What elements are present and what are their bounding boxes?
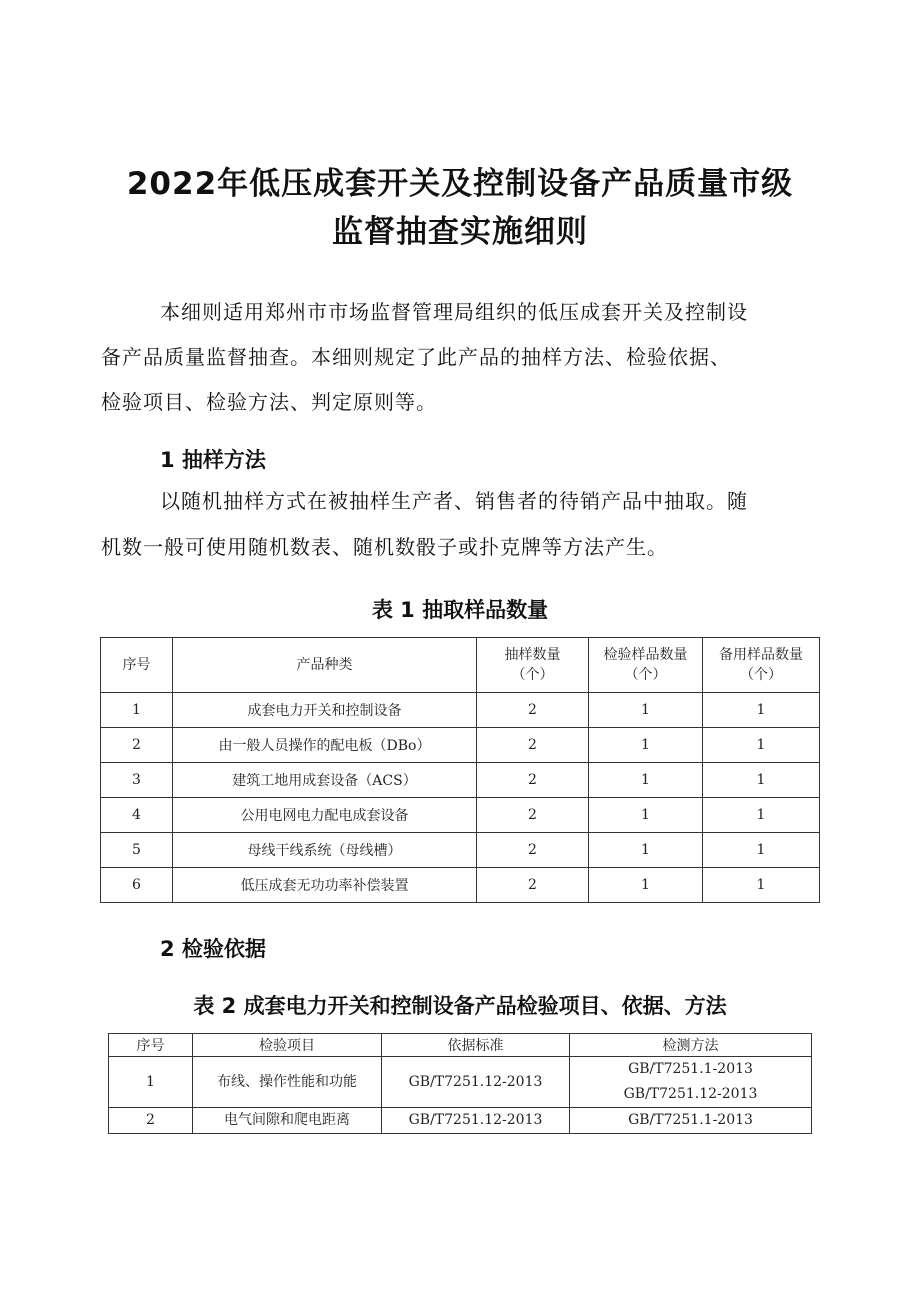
cell-type: 建筑工地用成套设备（ACS） (173, 763, 477, 798)
cell-sample: 2 (477, 833, 589, 868)
intro-paragraph-line2: 备产品质量监督抽查。本细则规定了此产品的抽样方法、检验依据、 (101, 345, 731, 369)
cell-spare: 1 (703, 798, 820, 833)
sampling-paragraph-line1: 以随机抽样方式在被抽样生产者、销售者的待销产品中抽取。随 (160, 489, 748, 513)
cell-test: 1 (589, 728, 703, 763)
cell-test: 1 (589, 798, 703, 833)
table1-caption: 表 1 抽取样品数量 (371, 598, 549, 622)
cell-type: 由一般人员操作的配电板（DBo） (173, 728, 477, 763)
header-product-type: 产品种类 (173, 638, 477, 693)
cell-no: 6 (101, 868, 173, 903)
inspection-items-table (108, 1033, 812, 1134)
intro-paragraph-line1: 本细则适用郑州市市场监督管理局组织的低压成套开关及控制设 (160, 300, 748, 324)
cell-spare: 1 (703, 693, 820, 728)
header-test-qty-l1: 检验样品数量 (603, 647, 688, 663)
header-item: 检验项目 (193, 1034, 382, 1057)
cell-type: 母线干线系统（母线槽） (173, 833, 477, 868)
header-sample-qty-l1: 抽样数量 (504, 647, 561, 663)
cell-sample: 2 (477, 693, 589, 728)
table-row (109, 1108, 812, 1134)
header-test-qty (589, 638, 703, 693)
header-basis: 依据标准 (382, 1034, 570, 1057)
header-no: 序号 (101, 638, 173, 693)
table2-caption: 表 2 成套电力开关和控制设备产品检验项目、依据、方法 (193, 994, 727, 1018)
cell-no: 4 (101, 798, 173, 833)
document-title-line1: 2022年低压成套开关及控制设备产品质量市级 (126, 166, 794, 202)
cell-test: 1 (589, 833, 703, 868)
cell-no: 2 (109, 1108, 193, 1134)
header-spare-qty (703, 638, 820, 693)
sample-quantity-table (100, 637, 820, 903)
cell-method-l2: GB/T7251.12-2013 (623, 1086, 758, 1102)
cell-type: 成套电力开关和控制设备 (173, 693, 477, 728)
table-row (101, 798, 820, 833)
cell-sample: 2 (477, 763, 589, 798)
cell-no: 1 (101, 693, 173, 728)
cell-spare: 1 (703, 868, 820, 903)
cell-spare: 1 (703, 763, 820, 798)
table-header-row (109, 1034, 812, 1057)
cell-spare: 1 (703, 728, 820, 763)
cell-type: 公用电网电力配电成套设备 (173, 798, 477, 833)
cell-sample: 2 (477, 798, 589, 833)
header-spare-qty-l2: （个） (740, 667, 782, 683)
cell-type: 低压成套无功功率补偿装置 (173, 868, 477, 903)
cell-basis: GB/T7251.12-2013 (382, 1057, 570, 1108)
section-heading-inspection-basis: 2 检验依据 (160, 937, 266, 961)
document-title-line2: 监督抽查实施细则 (332, 214, 588, 250)
sampling-paragraph-line2: 机数一般可使用随机数表、随机数骰子或扑克牌等方法产生。 (101, 535, 668, 559)
header-spare-qty-l1: 备用样品数量 (719, 647, 803, 663)
cell-test: 1 (589, 868, 703, 903)
table-row (101, 763, 820, 798)
header-sample-qty (477, 638, 589, 693)
header-method: 检测方法 (570, 1034, 812, 1057)
cell-no: 2 (101, 728, 173, 763)
header-test-qty-l2: （个） (624, 667, 667, 683)
cell-method: GB/T7251.1-2013 (570, 1108, 812, 1134)
table-row (101, 728, 820, 763)
table-row (109, 1057, 812, 1108)
cell-no: 3 (101, 763, 173, 798)
table-header-row (101, 638, 820, 693)
header-sample-qty-l2: （个） (511, 667, 554, 683)
intro-paragraph-line3: 检验项目、检验方法、判定原则等。 (101, 390, 437, 414)
cell-test: 1 (589, 693, 703, 728)
cell-no: 5 (101, 833, 173, 868)
cell-method (570, 1057, 812, 1108)
cell-basis: GB/T7251.12-2013 (382, 1108, 570, 1134)
cell-sample: 2 (477, 728, 589, 763)
header-no: 序号 (109, 1034, 193, 1057)
table-row (101, 833, 820, 868)
cell-test: 1 (589, 763, 703, 798)
cell-item: 布线、操作性能和功能 (193, 1057, 382, 1108)
cell-spare: 1 (703, 833, 820, 868)
table-row (101, 868, 820, 903)
section-heading-sampling: 1 抽样方法 (160, 448, 266, 472)
cell-sample: 2 (477, 868, 589, 903)
cell-no: 1 (109, 1057, 193, 1108)
table-row (101, 693, 820, 728)
cell-method-l1: GB/T7251.1-2013 (628, 1061, 753, 1077)
cell-item: 电气间隙和爬电距离 (193, 1108, 382, 1134)
